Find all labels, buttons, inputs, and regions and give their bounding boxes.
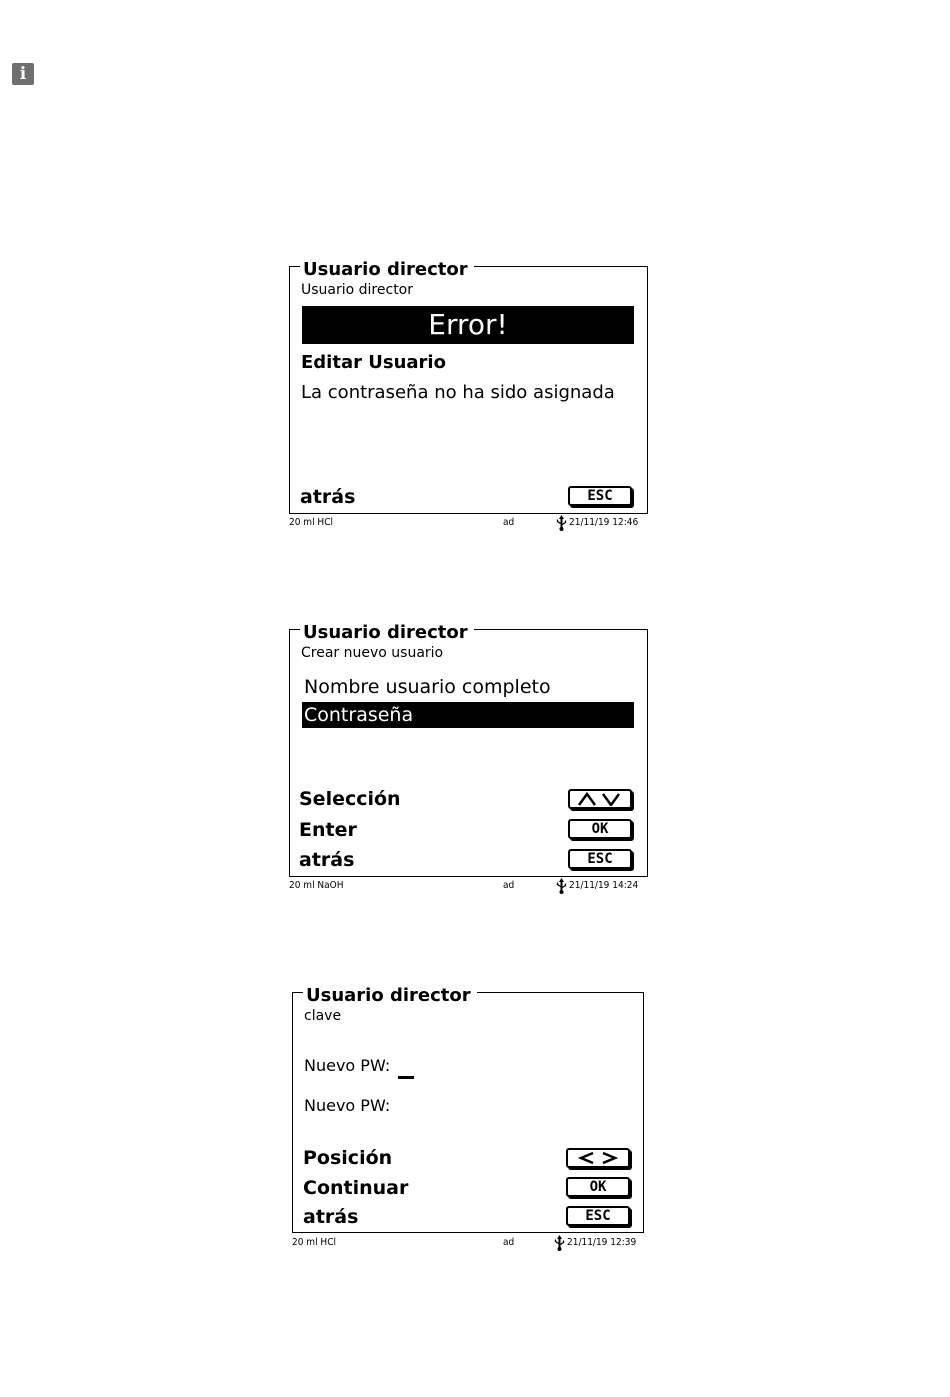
back-label: atrás: [299, 849, 355, 871]
new-password-label: Nuevo PW:: [304, 1056, 391, 1075]
usb-icon: [554, 1235, 565, 1251]
screen-title: Usuario director: [300, 623, 474, 643]
esc-button[interactable]: ESC: [566, 1206, 630, 1226]
status-user: ad: [503, 517, 515, 528]
up-down-arrows-icon: [573, 792, 627, 806]
position-label: Posición: [303, 1147, 393, 1169]
confirm-password-label: Nuevo PW:: [304, 1096, 391, 1115]
esc-button[interactable]: ESC: [568, 486, 632, 506]
screen-subtitle: Usuario director: [301, 282, 413, 298]
error-heading: Editar Usuario: [301, 352, 446, 373]
error-message: La contraseña no ha sido asignada: [301, 382, 615, 403]
usb-icon: [556, 515, 567, 531]
continue-label: Continuar: [303, 1177, 409, 1199]
enter-label: Enter: [299, 819, 357, 841]
ok-button[interactable]: OK: [568, 819, 632, 839]
left-right-arrows-button[interactable]: [566, 1148, 630, 1168]
info-icon: i: [12, 63, 34, 85]
status-method: 20 ml NaOH: [289, 880, 344, 891]
screen-subtitle: Crear nuevo usuario: [301, 645, 444, 661]
left-right-arrows-icon: [571, 1151, 625, 1165]
screen-subtitle: clave: [304, 1008, 342, 1024]
status-datetime: 21/11/19 12:39: [567, 1237, 637, 1248]
back-label: atrás: [300, 486, 356, 508]
selection-label: Selección: [299, 788, 401, 810]
status-datetime: 21/11/19 12:46: [569, 517, 639, 528]
device-screen-create-user: [289, 622, 648, 895]
device-screen-error: [289, 259, 648, 532]
device-screen-password: [292, 985, 644, 1254]
up-down-arrows-button[interactable]: [568, 789, 632, 809]
status-datetime: 21/11/19 14:24: [569, 880, 639, 891]
error-banner: Error!: [302, 306, 634, 344]
status-method: 20 ml HCl: [292, 1237, 336, 1248]
usb-icon: [556, 878, 567, 894]
screen-title: Usuario director: [300, 260, 474, 280]
new-password-input[interactable]: [398, 1076, 414, 1079]
menu-item-full-username[interactable]: Nombre usuario completo: [304, 676, 551, 698]
menu-item-password[interactable]: Contraseña: [302, 702, 634, 728]
status-method: 20 ml HCl: [289, 517, 333, 528]
status-user: ad: [503, 880, 515, 891]
status-user: ad: [503, 1237, 515, 1248]
ok-button[interactable]: OK: [566, 1177, 630, 1197]
esc-button[interactable]: ESC: [568, 849, 632, 869]
screen-title: Usuario director: [303, 986, 477, 1006]
back-label: atrás: [303, 1206, 359, 1228]
